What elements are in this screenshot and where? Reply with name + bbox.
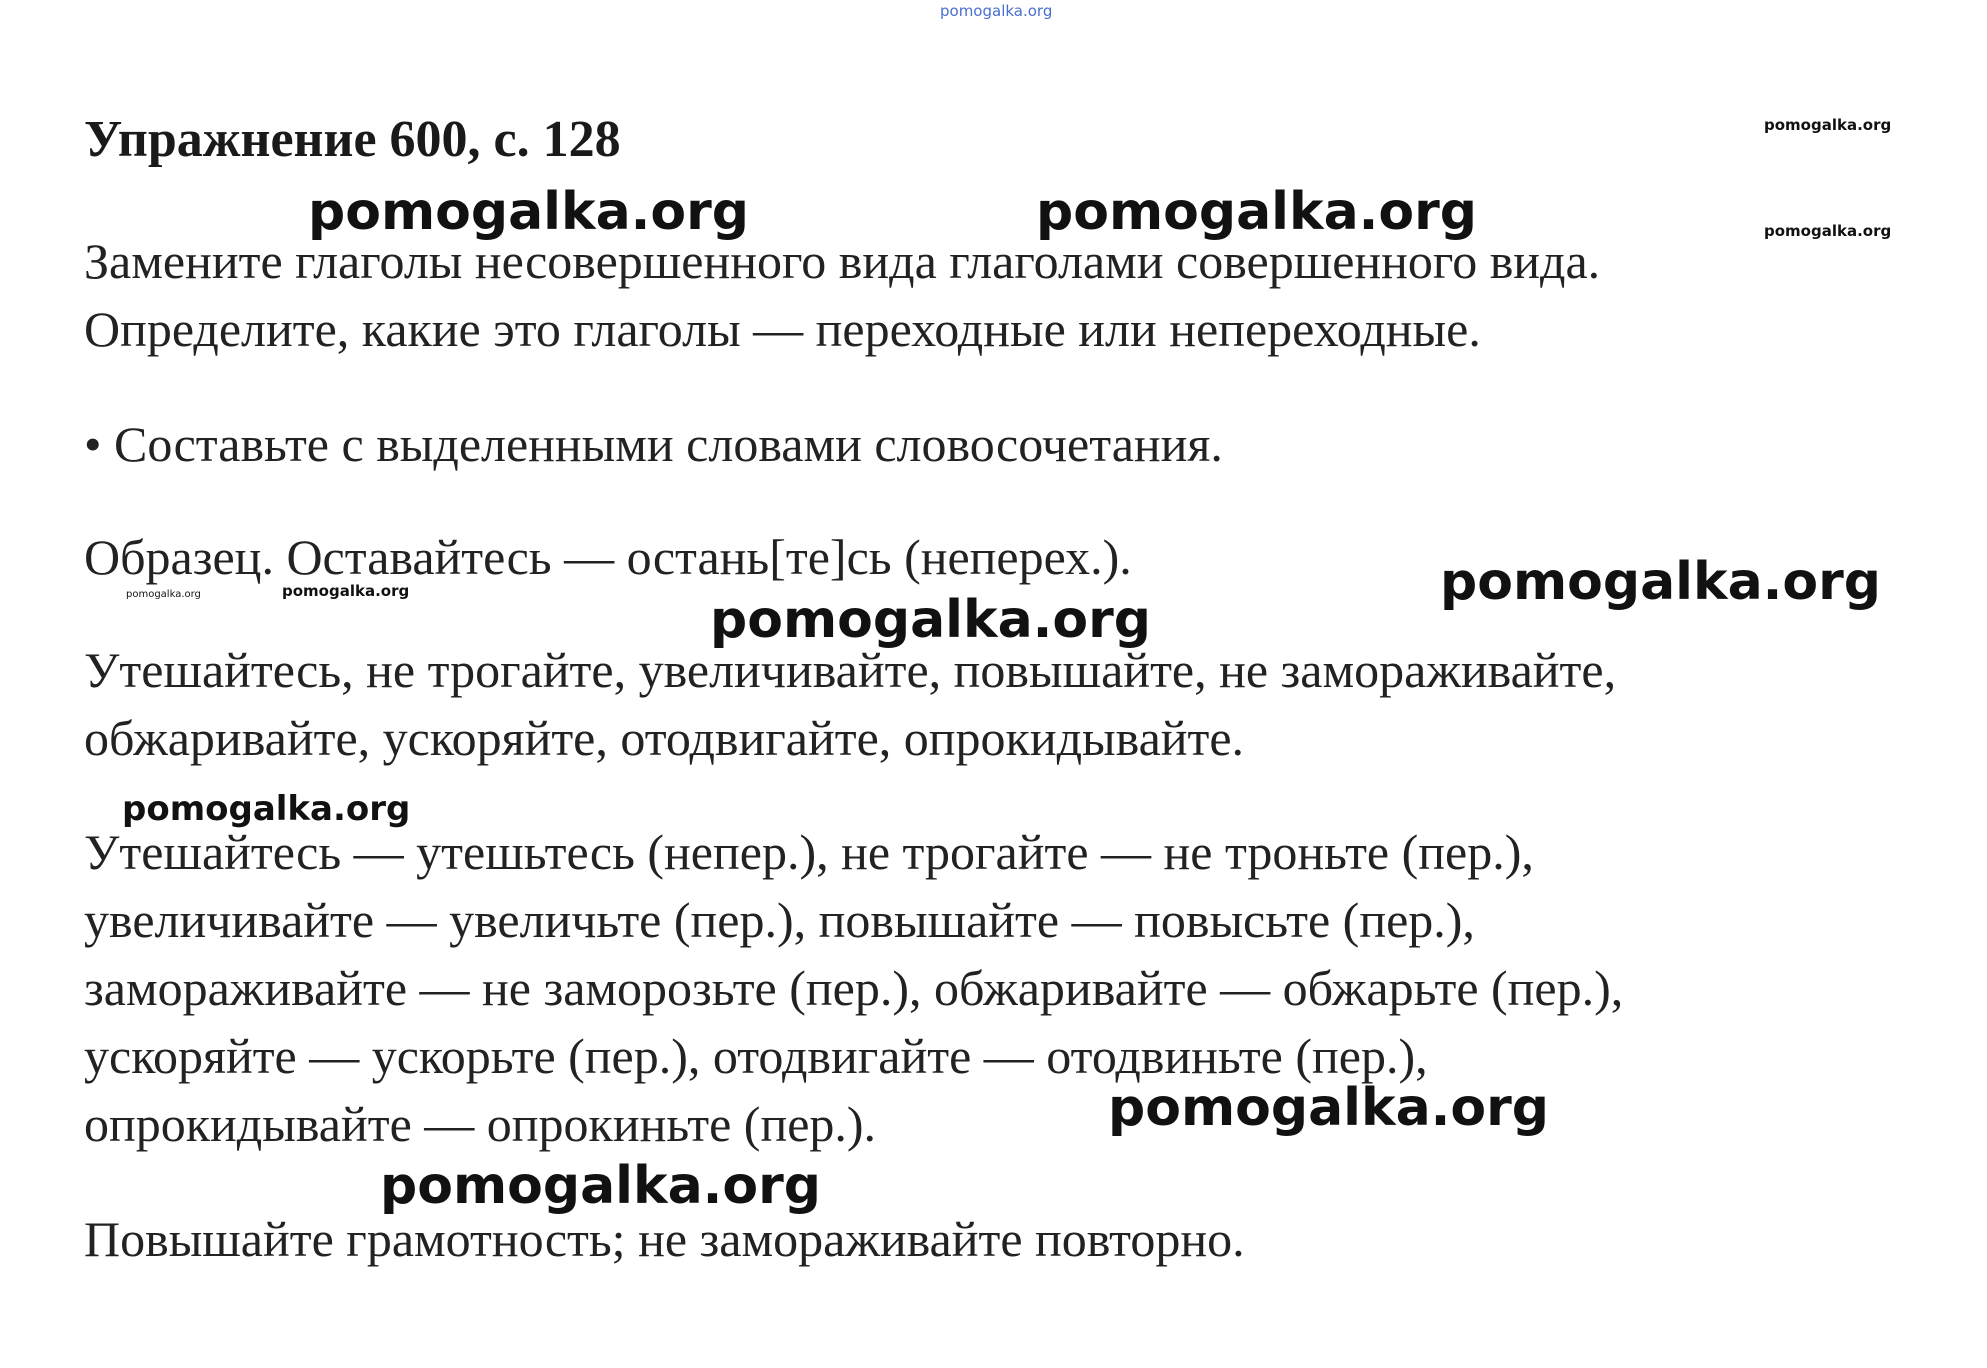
task-paragraph xyxy=(84,227,1600,363)
watermark-medium: pomogalka.org xyxy=(122,789,411,829)
watermark-large: pomogalka.org xyxy=(308,182,750,242)
words-line: обжаривайте, ускоряйте, отодвигайте, опрокидывайте. xyxy=(84,710,1245,766)
watermark-large: pomogalka.org xyxy=(1108,1078,1550,1138)
answer-line: опрокидывайте — опрокиньте (пер.). xyxy=(84,1096,877,1152)
watermark-small: pomogalka.org xyxy=(1764,222,1892,240)
answer-line: увеличивайте — увеличьте (пер.), повышайте — повысьте (пер.), xyxy=(84,892,1475,948)
watermark-small: pomogalka.org xyxy=(1764,116,1892,134)
answer-line: замораживайте — не заморозьте (пер.), обжаривайте — обжарьте (пер.), xyxy=(84,960,1624,1016)
words-line: Утешайтесь, не трогайте, увеличивайте, повышайте, не замораживайте, xyxy=(84,642,1617,698)
answer-line: Утешайтесь — утешьтесь (непер.), не трогайте — не троньте (пер.), xyxy=(84,824,1534,880)
task-line: Замените глаголы несовершенного вида глаголами совершенного вида. xyxy=(84,233,1601,289)
watermark-large: pomogalka.org xyxy=(1440,552,1882,612)
watermark-large: pomogalka.org xyxy=(1036,182,1478,242)
watermark-tiny: pomogalka.org xyxy=(126,589,201,600)
final-line: Повышайте грамотность; не замораживайте повторно. xyxy=(84,1211,1245,1267)
answer-paragraph xyxy=(84,818,1623,1158)
bullet-instruction: • Составьте с выделенными словами словосочетания. xyxy=(84,416,1223,472)
header-watermark: pomogalka.org xyxy=(940,2,1053,20)
exercise-title: Упражнение 600, с. 128 xyxy=(84,111,621,168)
answer-line: ускоряйте — ускорьте (пер.), отодвигайте — отодвиньте (пер.), xyxy=(84,1028,1428,1084)
words-paragraph xyxy=(84,636,1616,772)
watermark-large: pomogalka.org xyxy=(380,1156,822,1216)
watermark-large: pomogalka.org xyxy=(710,590,1152,650)
watermark-small: pomogalka.org xyxy=(282,582,410,600)
sample-line: Образец. Оставайтесь — остань[те]сь (неперех.). xyxy=(84,529,1132,585)
task-line: Определите, какие это глаголы — переходные или непереходные. xyxy=(84,301,1481,357)
